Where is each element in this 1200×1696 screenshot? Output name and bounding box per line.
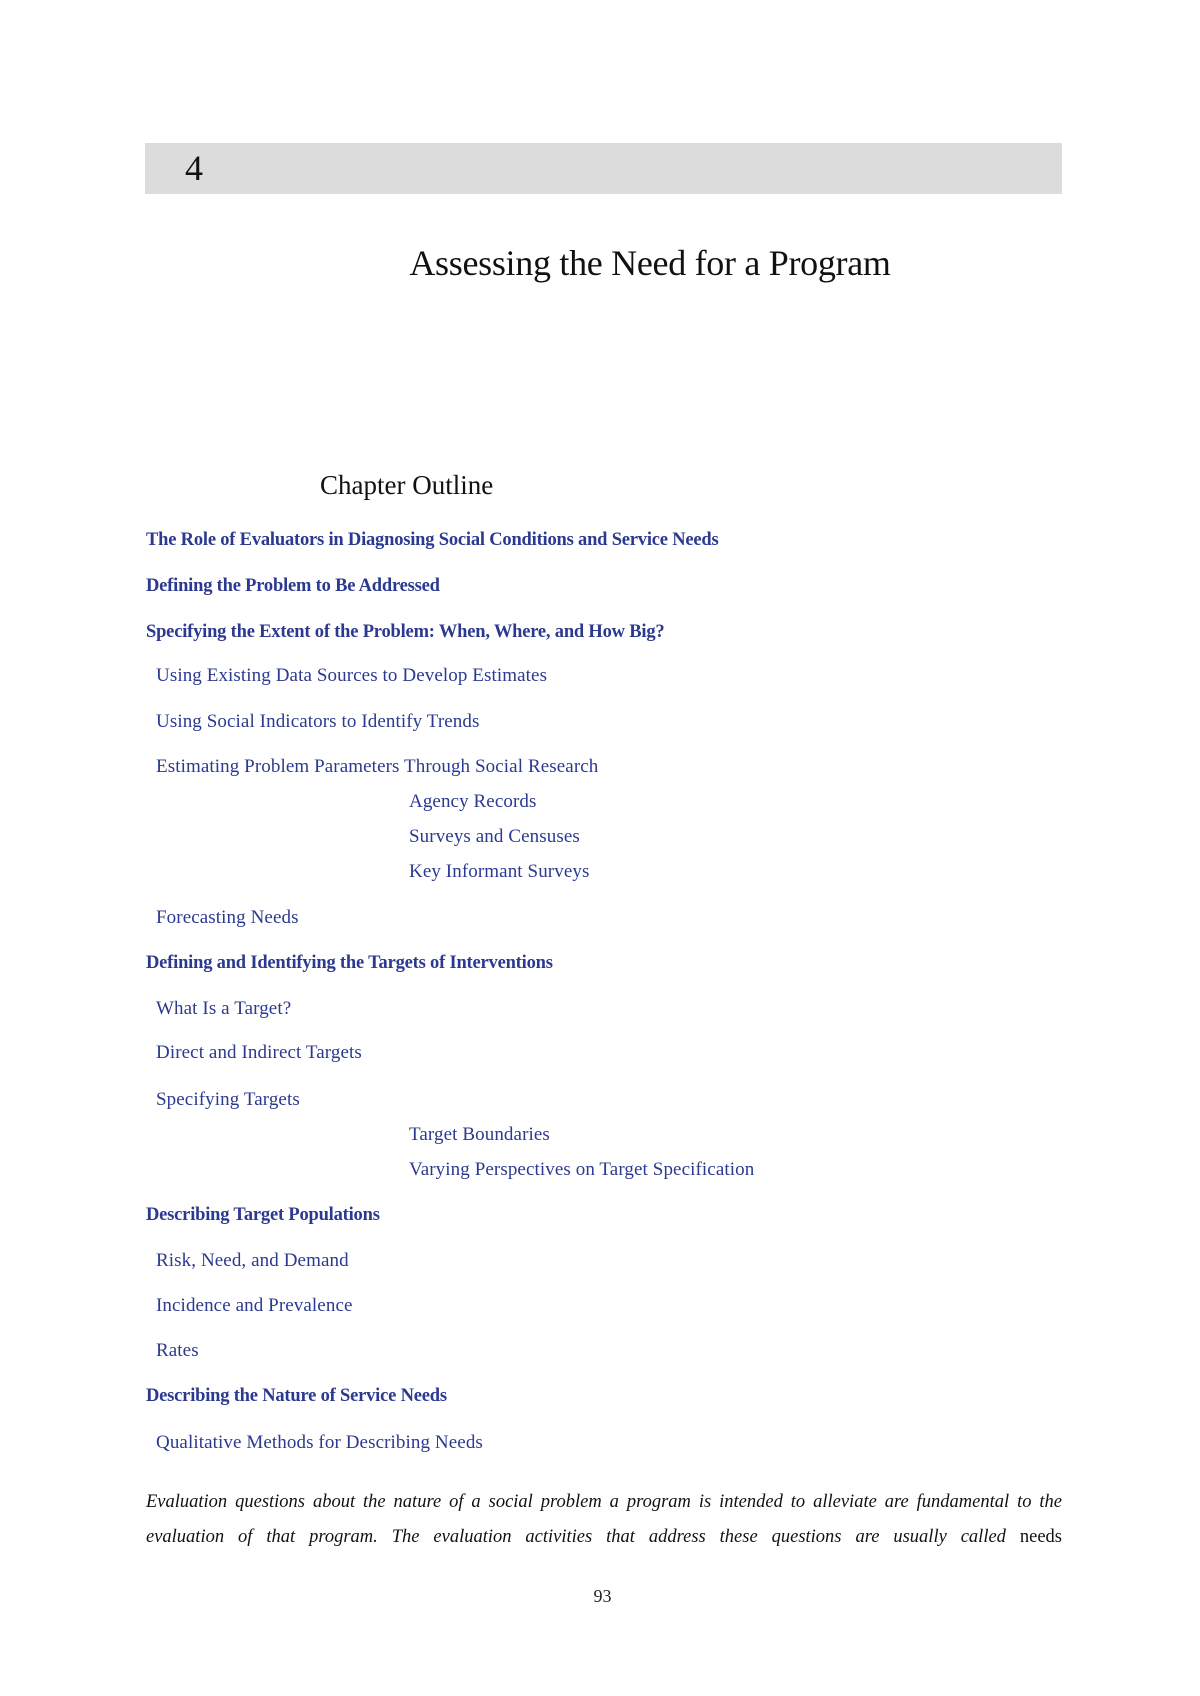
outline-item[interactable]: Describing Target Populations xyxy=(146,1205,380,1225)
page-number: 93 xyxy=(593,1586,612,1606)
chapter-title: Assessing the Need for a Program xyxy=(409,243,891,283)
outline-subitem[interactable]: Using Social Indicators to Identify Trends xyxy=(156,711,480,732)
outline-subsubitem[interactable]: Agency Records xyxy=(409,791,537,812)
outline-subitem[interactable]: What Is a Target? xyxy=(156,998,292,1019)
outline-subitem[interactable]: Qualitative Methods for Describing Needs xyxy=(156,1432,483,1453)
outline-item[interactable]: Defining the Problem to Be Addressed xyxy=(146,576,440,596)
outline-heading: Chapter Outline xyxy=(320,470,494,500)
outline-subitem[interactable]: Rates xyxy=(156,1340,199,1361)
intro-paragraph xyxy=(146,1485,1062,1555)
outline-subitem[interactable]: Specifying Targets xyxy=(156,1089,300,1110)
outline-subitem[interactable]: Estimating Problem Parameters Through Social Research xyxy=(156,756,599,777)
intro-italic-text: Evaluation questions about the nature of a social problem a program is intended to alleviate are fundamental to the evaluation of that program. The evaluation activities that address these questions are usually called xyxy=(146,1492,1062,1547)
outline-subsubitem[interactable]: Varying Perspectives on Target Specification xyxy=(409,1159,755,1180)
outline-subsubitem[interactable]: Key Informant Surveys xyxy=(409,861,590,882)
outline-subitem[interactable]: Risk, Need, and Demand xyxy=(156,1250,349,1271)
intro-normal-text: needs xyxy=(1019,1527,1062,1547)
chapter-number-bar xyxy=(145,143,1062,194)
outline-item[interactable]: Describing the Nature of Service Needs xyxy=(146,1386,447,1406)
outline-subitem[interactable]: Incidence and Prevalence xyxy=(156,1295,353,1316)
chapter-number: 4 xyxy=(185,148,203,188)
outline-item[interactable]: Defining and Identifying the Targets of Interventions xyxy=(146,953,553,973)
outline-subsubitem[interactable]: Target Boundaries xyxy=(409,1124,550,1145)
outline-subitem[interactable]: Forecasting Needs xyxy=(156,907,299,928)
outline-item[interactable]: Specifying the Extent of the Problem: When, Where, and How Big? xyxy=(146,622,665,642)
outline-subitem[interactable]: Using Existing Data Sources to Develop Estimates xyxy=(156,665,548,686)
outline-subitem[interactable]: Direct and Indirect Targets xyxy=(156,1042,362,1063)
outline-subsubitem[interactable]: Surveys and Censuses xyxy=(409,826,580,847)
outline-item[interactable]: The Role of Evaluators in Diagnosing Social Conditions and Service Needs xyxy=(146,530,719,550)
